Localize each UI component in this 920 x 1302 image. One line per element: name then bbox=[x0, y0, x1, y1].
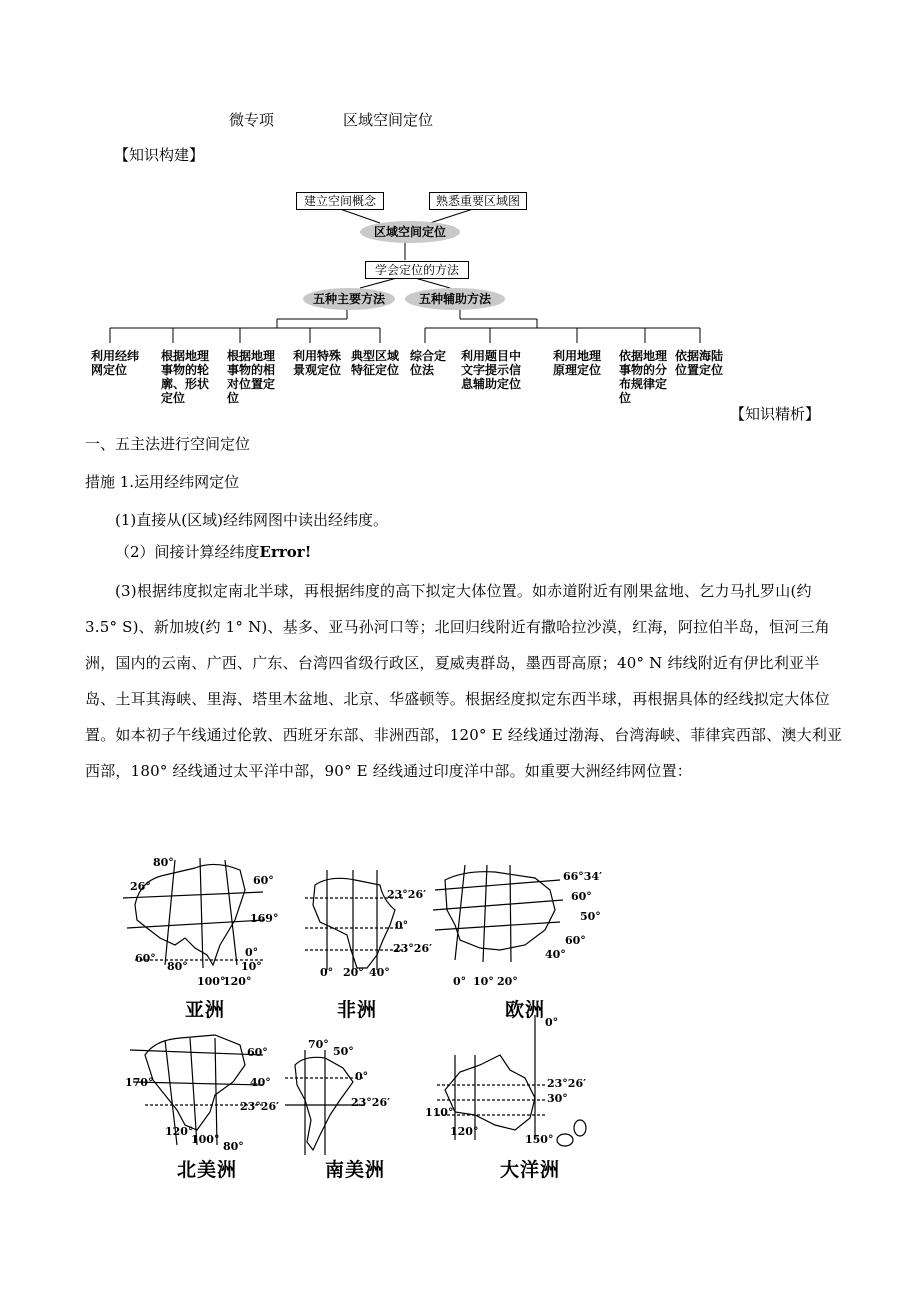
page-title-part2: 区域空间定位 bbox=[343, 111, 434, 129]
africa-label-40e: 40° bbox=[369, 966, 390, 979]
africa-label-20e: 20° bbox=[343, 966, 364, 979]
europe-label-10e: 10° bbox=[473, 975, 494, 988]
map-title-oceania: 大洋洲 bbox=[500, 1159, 561, 1181]
namerica-label-170: 170° bbox=[125, 1076, 154, 1089]
oceania-label-110: 110° bbox=[425, 1106, 454, 1119]
samerica-label-70: 70° bbox=[308, 1038, 329, 1051]
diagram-leaf-outline-shape: 根据地理事物的轮廓、形状定位 bbox=[161, 349, 210, 405]
item-1-text: (1)直接从(区域)经纬网图中读出经纬度。 bbox=[115, 511, 388, 529]
oceania-label-equator: 0° bbox=[545, 1016, 559, 1029]
europe-label-60b: 60° bbox=[565, 934, 586, 947]
asia-label-80n: 80° bbox=[153, 856, 174, 869]
samerica-label-equator: 0° bbox=[355, 1070, 369, 1083]
item-2-text bbox=[115, 542, 311, 562]
map-title-north-america: 北美洲 bbox=[177, 1159, 238, 1181]
europe-label-50: 50° bbox=[580, 910, 601, 923]
asia-label-80e: 80° bbox=[167, 960, 188, 973]
namerica-label-tropic: 23°26′ bbox=[240, 1100, 280, 1113]
diagram-leaf-special-landscape: 利用特殊景观定位 bbox=[293, 349, 342, 377]
map-title-europe: 欧洲 bbox=[505, 999, 546, 1021]
europe-label-40: 40° bbox=[545, 948, 566, 961]
oceania-label-30: 30° bbox=[547, 1092, 568, 1105]
asia-label-169: 169° bbox=[250, 912, 279, 925]
africa-label-tropic-n: 23°26′ bbox=[387, 888, 427, 901]
asia-label-120: 120° bbox=[223, 975, 252, 988]
map-title-south-america: 南美洲 bbox=[325, 1159, 386, 1181]
item-3-paragraph: (3)根据纬度拟定南北半球，再根据纬度的高下拟定大体位置。如赤道附近有刚果盆地、乞力马扎罗山(约 3.5° S)、新加坡(约 1° N)、基多、亚马孙河口等；北回归线附近有撒哈拉沙漠，红海，阿拉伯半岛，恒河三角洲，国内的云南、广西、广东、台湾四省级行政区，夏威夷群岛，墨西哥高原；40° N 纬线附近有伊比利亚半岛、土耳其海峡、里海、塔里木盆地、北京、华盛顿等。根据经度拟定东西半球，再根据具体的经线拟定大体位置。如本初子午线通过伦敦、西班牙东部、非洲西部，120° E 经线通过渤海、台湾海峡、菲律宾西部、澳大利亚西部，180° 经线通过太平洋中部，90° E 经线通过印度洋中部。如重要大洲经纬网位置： bbox=[85, 582, 843, 780]
diagram-leaf-relative-position: 根据地理事物的相对位置定位 bbox=[227, 349, 276, 405]
europe-label-60: 60° bbox=[571, 890, 592, 903]
diagram-oval-main-methods: 五种主要方法 bbox=[303, 288, 395, 310]
africa-label-0e: 0° bbox=[320, 966, 334, 979]
namerica-label-80: 80° bbox=[223, 1140, 244, 1153]
namerica-label-100: 100° bbox=[191, 1133, 220, 1146]
oceania-label-120: 120° bbox=[450, 1125, 479, 1138]
continent-maps-figure bbox=[115, 850, 625, 1180]
oceania-label-tropic: 23°26′ bbox=[547, 1077, 587, 1090]
measure-1-heading: 措施 1.运用经纬网定位 bbox=[85, 473, 240, 491]
diagram-leaf-typical-region: 典型区域特征定位 bbox=[351, 349, 400, 377]
samerica-label-50: 50° bbox=[333, 1045, 354, 1058]
item-2-prefix: （2）间接计算经纬度 bbox=[115, 543, 260, 561]
diagram-leaf-land-sea: 依据海陆位置定位 bbox=[675, 349, 724, 377]
section-construct-heading: 【知识构建】 bbox=[114, 146, 205, 164]
asia-label-10: 10° bbox=[241, 960, 262, 973]
africa-label-equator: 0° bbox=[395, 919, 409, 932]
asia-label-100: 100° bbox=[197, 975, 226, 988]
map-title-asia: 亚洲 bbox=[185, 999, 226, 1021]
page-title-part1: 微专项 bbox=[229, 111, 275, 129]
diagram-leaf-graticule: 利用经纬网定位 bbox=[91, 349, 140, 377]
knowledge-diagram bbox=[85, 185, 845, 415]
asia-label-60s: 60° bbox=[135, 952, 156, 965]
heading-five-main-methods: 一、五主法进行空间定位 bbox=[85, 435, 251, 453]
oceania-label-150: 150° bbox=[525, 1133, 554, 1146]
section-analysis-heading: 【知识精析】 bbox=[730, 405, 821, 423]
diagram-leaf-distribution: 依据地理事物的分布规律定位 bbox=[619, 349, 668, 405]
asia-label-26: 26° bbox=[130, 880, 151, 893]
diagram-leaf-geo-principles: 利用地理原理定位 bbox=[553, 349, 602, 377]
namerica-label-60: 60° bbox=[247, 1046, 268, 1059]
diagram-oval-auxiliary-methods: 五种辅助方法 bbox=[405, 288, 505, 310]
diagram-leaf-comprehensive: 综合定位法 bbox=[410, 349, 447, 377]
europe-label-20e: 20° bbox=[497, 975, 518, 988]
diagram-leaf-text-hints: 利用题目中文字提示信息辅助定位 bbox=[461, 349, 522, 391]
samerica-label-tropic: 23°26′ bbox=[351, 1096, 391, 1109]
diagram-oval-regional-positioning: 区域空间定位 bbox=[360, 221, 460, 243]
diagram-box-learn-methods: 学会定位的方法 bbox=[365, 261, 469, 279]
item-2-error: Error! bbox=[259, 543, 312, 561]
africa-label-tropic-s: 23°26′ bbox=[393, 942, 433, 955]
diagram-box-key-region-maps: 熟悉重要区域图 bbox=[429, 192, 527, 210]
europe-label-0e: 0° bbox=[453, 975, 467, 988]
asia-label-0: 0° bbox=[245, 946, 259, 959]
map-title-africa: 非洲 bbox=[337, 999, 378, 1021]
asia-label-60: 60° bbox=[253, 874, 274, 887]
diagram-box-spatial-concept: 建立空间概念 bbox=[296, 192, 384, 210]
namerica-label-120: 120° bbox=[165, 1125, 194, 1138]
europe-label-arctic: 66°34′ bbox=[563, 870, 603, 883]
namerica-label-40: 40° bbox=[250, 1076, 271, 1089]
